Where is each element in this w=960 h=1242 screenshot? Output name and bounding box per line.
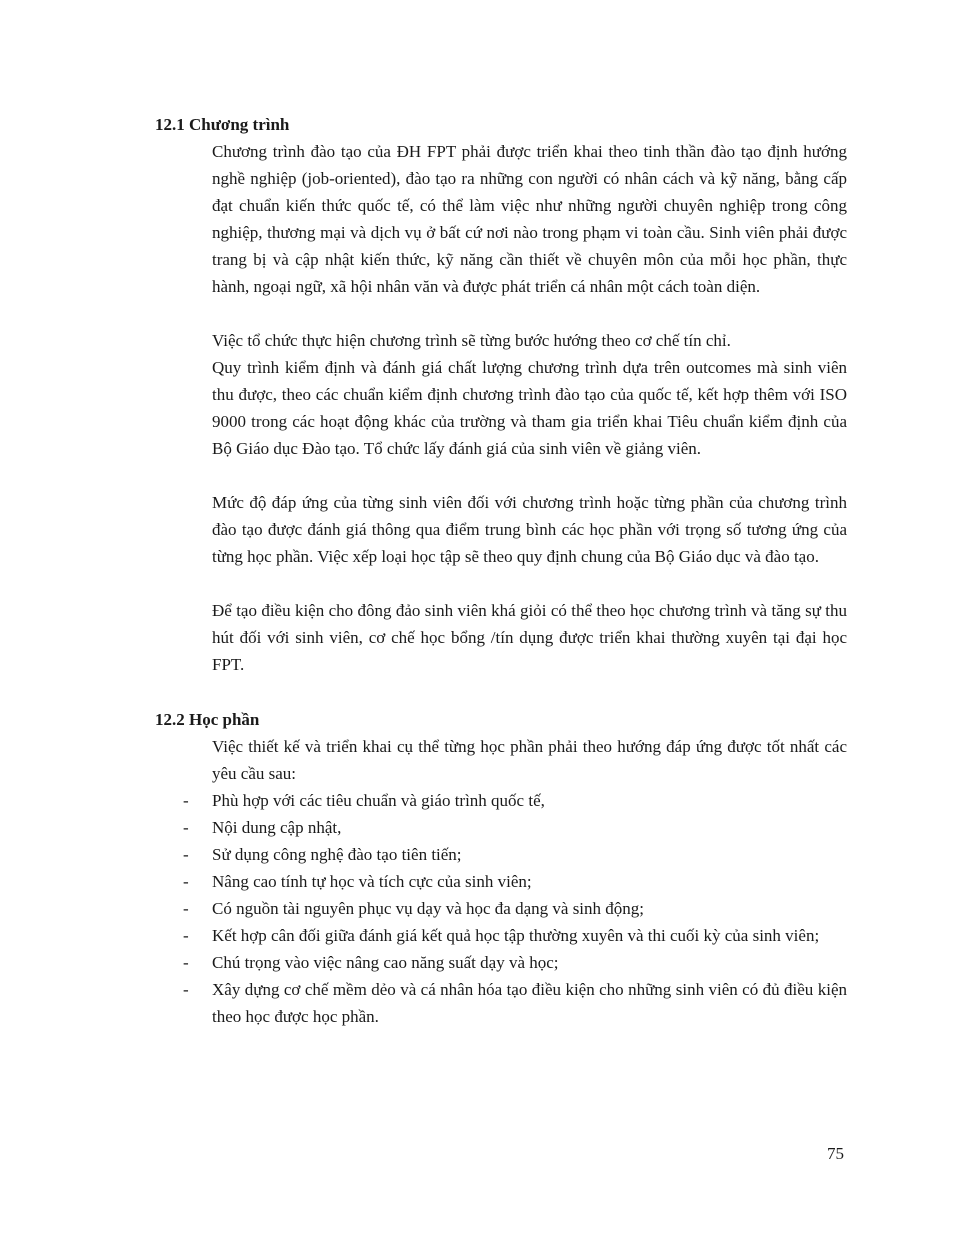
list-item-text: Kết hợp cân đối giữa đánh giá kết quả học tập thường xuyên và thi cuối kỳ của sinh viên; [212, 926, 820, 945]
list-item [155, 868, 847, 895]
paragraph: Quy trình kiểm định và đánh giá chất lượng chương trình dựa trên outcomes mà sinh viên thu được, theo các chuẩn kiểm định chương trình đào tạo của quốc tế, kết hợp thêm với ISO 9000 trong các hoạt động khác của trường và tham gia triển khai Tiêu chuẩn kiểm định của Bộ Giáo dục Đào tạo. Tổ chức lấy đánh giá của sinh viên về giảng viên. [212, 358, 847, 458]
page-number: 75 [827, 1144, 844, 1163]
list-item [155, 949, 847, 976]
list-item-text: Nâng cao tính tự học và tích cực của sinh viên; [212, 872, 532, 891]
list-item [155, 976, 847, 1030]
bullet-dash: - [183, 899, 189, 918]
list-item-text: Sử dụng công nghệ đào tạo tiên tiến; [212, 845, 462, 864]
list-item [155, 922, 847, 949]
paragraph: Mức độ đáp ứng của từng sinh viên đối với chương trình hoặc từng phần của chương trình đào tạo được đánh giá thông qua điểm trung bình các học phần với trọng số tương ứng của từng học phần. Việc xếp loại học tập sẽ theo quy định chung của Bộ Giáo dục và đào tạo. [212, 493, 847, 566]
bullet-dash: - [183, 872, 189, 891]
list-item-text: Chú trọng vào việc nâng cao năng suất dạy và học; [212, 953, 559, 972]
list-item [155, 895, 847, 922]
paragraph: Chương trình đào tạo của ĐH FPT phải được triển khai theo tinh thần đào tạo định hướng nghề nghiệp (job-oriented), đào tạo ra những con người có nhân cách và kỹ năng, bằng cấp đạt chuẩn kiến thức quốc tế, có thể làm việc như những người chuyên nghiệp trong công nghiệp, thương mại và dịch vụ ở bất cứ nơi nào trong phạm vi toàn cầu. Sinh viên phải được trang bị và cập nhật kiến thức, kỹ năng cần thiết về chuyên môn của mỗi học phần, thực hành, ngoại ngữ, xã hội nhân văn và được phát triển cá nhân một cách toàn diện. [212, 142, 847, 296]
paragraph: Việc tổ chức thực hiện chương trình sẽ từng bước hướng theo cơ chế tín chỉ. [212, 331, 731, 350]
bullet-dash: - [183, 953, 189, 972]
list-item-text: Nội dung cập nhật, [212, 818, 342, 837]
list-item [155, 841, 847, 868]
paragraph: Để tạo điều kiện cho đông đảo sinh viên khá giỏi có thể theo học chương trình và tăng sự thu hút đối với sinh viên, cơ chế học bổng /tín dụng được triển khai thường xuyên tại đại học FPT. [212, 601, 847, 674]
list-item-text: Xây dựng cơ chế mềm dẻo và cá nhân hóa tạo điều kiện cho những sinh viên có đủ điều kiện theo học được học phần. [212, 980, 847, 1026]
bullet-dash: - [183, 791, 189, 810]
bullet-dash: - [183, 818, 189, 837]
section-heading-12-1: 12.1 Chương trình [155, 115, 290, 134]
bullet-dash: - [183, 926, 189, 945]
list-item-text: Có nguồn tài nguyên phục vụ dạy và học đa dạng và sinh động; [212, 899, 645, 918]
list-item [155, 787, 847, 814]
list-item [155, 814, 847, 841]
bullet-dash: - [183, 980, 189, 999]
requirements-list [155, 787, 847, 1030]
section-heading-12-2: 12.2 Học phần [155, 710, 260, 729]
list-item-text: Phù hợp với các tiêu chuẩn và giáo trình quốc tế, [212, 791, 545, 810]
paragraph: Việc thiết kế và triển khai cụ thể từng học phần phải theo hướng đáp ứng được tốt nhất các yêu cầu sau: [212, 737, 847, 783]
bullet-dash: - [183, 845, 189, 864]
